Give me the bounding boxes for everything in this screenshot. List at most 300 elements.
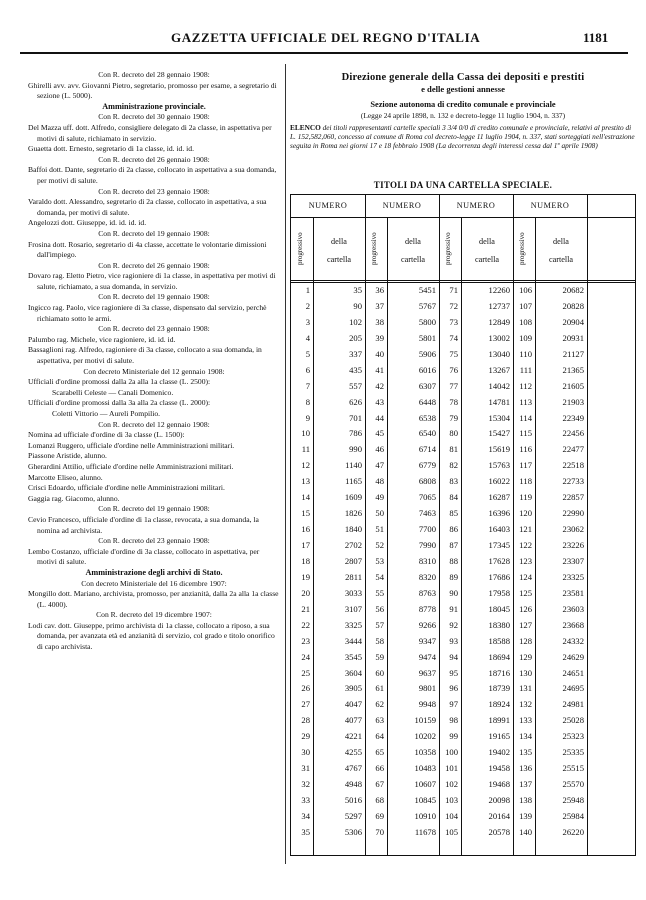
progressivo-cell: 95	[449, 667, 458, 678]
table-row	[291, 651, 635, 667]
progressivo-cell: 63	[375, 715, 384, 726]
progressivo-cell: 45	[375, 428, 384, 439]
progressivo-cell: 8	[305, 396, 310, 407]
cartella-cell: 990	[349, 444, 362, 455]
numero-header: NUMERO	[530, 201, 570, 210]
progressivo-cell: 52	[375, 540, 384, 550]
cartella-cell: 25323	[562, 731, 584, 742]
decree-entry: Gaggia rag. Giacomo, alunno.	[28, 493, 120, 503]
table-row	[291, 459, 635, 475]
progressivo-cell: 82	[449, 460, 458, 471]
decree-entry: Dovaro rag. Eletto Pietro, vice ragioniere di 1a classe, in aspettativa per motivi di salute, richiamato, a sua domanda, in servizio.	[28, 271, 276, 291]
cartella-cell: 4255	[344, 747, 362, 758]
cartella-cell: 1609	[344, 492, 362, 503]
della-cartella-header: cartella	[326, 255, 352, 264]
cartella-cell: 90	[353, 300, 362, 311]
cartella-cell: 22518	[562, 460, 584, 471]
table-row	[291, 682, 635, 698]
progressivo-cell: 90	[449, 587, 458, 598]
cartella-cell: 19402	[488, 747, 510, 758]
sezione-heading: Sezione autonoma di credito comunale e provinciale	[370, 100, 556, 109]
cartella-cell: 9474	[418, 651, 436, 662]
cartella-cell: 21903	[562, 396, 584, 407]
cartella-cell: 17345	[488, 540, 510, 550]
progressivo-cell: 119	[519, 492, 532, 503]
table-row	[291, 746, 635, 762]
progressivo-cell: 30	[301, 747, 310, 758]
progressivo-cell: 127	[519, 619, 532, 630]
table-row	[291, 348, 635, 364]
progressivo-cell: 100	[445, 747, 458, 758]
progressivo-cell: 55	[375, 587, 384, 598]
decree-line: Con R. decreto del 26 gennaio 1908:	[98, 154, 210, 164]
decree-line: Coletti Vittorio — Aureli Pompilio.	[52, 409, 161, 418]
cartella-cell: 15427	[488, 428, 510, 439]
progressivo-cell: 28	[301, 715, 310, 726]
cartella-cell: 21605	[562, 380, 584, 391]
table-row	[291, 443, 635, 459]
progressivo-cell: 110	[519, 348, 532, 359]
progressivo-cell: 39	[375, 332, 384, 343]
progressivo-cell: 118	[519, 476, 532, 487]
progressivo-cell: 73	[449, 316, 458, 327]
progressivo-cell: 1	[305, 285, 310, 295]
cartella-cell: 6540	[418, 428, 436, 439]
cartella-cell: 6538	[418, 412, 436, 423]
page-number: 1181	[583, 30, 609, 45]
progressivo-cell: 130	[519, 667, 532, 678]
progressivo-cell: 47	[375, 460, 384, 471]
decree-entry: Palumbo rag. Michele, vice ragioniere, id. id. id.	[28, 334, 176, 344]
cartella-cell: 22990	[562, 508, 584, 519]
page-header	[0, 0, 646, 46]
cartella-cell: 18588	[488, 635, 510, 646]
progressivo-cell: 131	[519, 683, 532, 694]
cartella-cell: 6808	[418, 476, 436, 487]
cartella-cell: 6714	[418, 444, 436, 455]
cartella-cell: 15619	[488, 444, 510, 455]
cartella-cell: 12849	[488, 316, 510, 327]
progressivo-cell: 108	[519, 316, 532, 327]
progressivo-cell: 53	[375, 555, 384, 566]
cartella-cell: 23307	[562, 555, 584, 566]
progressivo-cell: 117	[519, 460, 532, 471]
progressivo-cell: 128	[519, 635, 532, 646]
decree-entry: Varaldo dott. Alessandro, segretario di 2a classe, collocato in aspettativa, a sua domanda, per motivi di salute.	[28, 197, 267, 217]
progressivo-cell: 106	[519, 285, 532, 295]
decree-entry: Cevio Francesco, ufficiale d'ordine di 1a classe, revocata, a sua domanda, la nomina ad archivista.	[28, 514, 259, 535]
cartella-cell: 13002	[488, 332, 510, 343]
cartella-cell: 20682	[562, 285, 584, 295]
cartella-cell: 4948	[344, 779, 362, 790]
table-row	[291, 794, 635, 810]
cartella-cell: 16403	[488, 524, 510, 535]
table-row	[291, 300, 635, 316]
table-row	[291, 523, 635, 539]
progressivo-cell: 42	[375, 380, 384, 391]
della-cartella-header: della	[331, 237, 347, 246]
table-row	[291, 539, 635, 555]
progressivo-cell: 64	[375, 731, 384, 742]
cartella-cell: 24332	[562, 635, 584, 646]
cartella-cell: 16396	[488, 508, 510, 519]
progressivo-cell: 121	[519, 524, 532, 535]
cartella-cell: 14781	[488, 396, 510, 407]
table-row	[291, 810, 635, 826]
cartella-cell: 5906	[418, 348, 436, 359]
group-divider	[439, 195, 440, 855]
table-row	[291, 491, 635, 507]
progressivo-cell: 27	[301, 699, 310, 710]
progressivo-cell: 84	[449, 492, 458, 503]
titoli-table	[290, 194, 636, 856]
progressivo-cell: 136	[519, 763, 532, 774]
progressivo-cell: 89	[449, 571, 458, 582]
progressivo-cell: 60	[375, 667, 384, 678]
progressivo-cell: 43	[375, 396, 384, 407]
cartella-cell: 8778	[418, 603, 436, 614]
decree-entry: Ufficiali d'ordine promossi dalla 3a alla 2a classe (L. 2000):	[28, 398, 211, 408]
table-row	[291, 396, 635, 412]
cartella-cell: 1840	[344, 524, 362, 535]
progressivo-cell: 125	[519, 587, 532, 598]
cartella-cell: 23325	[562, 571, 584, 582]
table-row	[291, 730, 635, 746]
progressivo-cell: 38	[375, 316, 384, 327]
decree-line: Con R. decreto del 19 dicembre 1907:	[96, 610, 212, 620]
cartella-cell: 23062	[562, 524, 584, 535]
decree-line: Con R. decreto del 23 gennaio 1908:	[98, 324, 210, 334]
cartella-cell: 2807	[344, 555, 362, 566]
progressivo-cell: 123	[519, 555, 532, 566]
cartella-cell: 337	[349, 348, 362, 359]
progressivo-cell: 36	[375, 285, 384, 295]
progressivo-cell: 59	[375, 651, 384, 662]
progressivo-cell: 2	[305, 300, 310, 311]
decree-entry: Nomina ad ufficiale d'ordine di 3a classe (L. 1500):	[28, 430, 185, 440]
progressivo-cell: 54	[375, 571, 384, 582]
cartella-cell: 786	[349, 428, 362, 439]
table-row	[291, 380, 635, 396]
decree-line: Con R. decreto del 19 gennaio 1908:	[98, 292, 210, 302]
cartella-cell: 626	[349, 396, 362, 407]
cartella-cell: 5767	[418, 300, 436, 311]
decree-entry: Ghirelli avv. avv. Giovanni Pietro, segretario, promosso per esame, a segretario di sezione (L. 5000).	[28, 80, 277, 101]
table-row	[291, 635, 635, 651]
cartella-cell: 18694	[488, 651, 510, 662]
decree-entry: Ingicco rag. Paolo, vice ragioniere di 3a classe, dispensato dal servizio, perchè richiamato sotto le armi.	[28, 303, 267, 323]
decree-entry: Lomanzi Ruggero, ufficiale d'ordine nelle Amministrazioni militari.	[28, 440, 235, 450]
progressivo-cell: 44	[375, 412, 384, 423]
cartella-cell: 19165	[488, 731, 510, 742]
decree-entry: Ufficiali d'ordine promossi dalla 2a alla 1a classe (L. 2500):	[28, 377, 211, 387]
numero-header: NUMERO	[456, 201, 496, 210]
progressivo-cell: 46	[375, 444, 384, 455]
decree-line: Con R. decreto del 23 gennaio 1908:	[98, 186, 210, 196]
progressivo-cell: 70	[375, 826, 384, 837]
section-heading: Amministrazione degli archivi di Stato.	[85, 567, 223, 577]
cartella-cell: 20828	[562, 300, 584, 311]
cartella-cell: 17686	[488, 571, 510, 582]
table-row	[291, 316, 635, 332]
cartella-cell: 10159	[414, 715, 436, 726]
table-row	[291, 284, 635, 300]
header-rule-bottom	[291, 280, 635, 281]
cartella-cell: 6779	[418, 460, 436, 471]
decree-line: Con R. decreto del 28 gennaio 1908:	[98, 70, 210, 79]
cartella-cell: 24981	[562, 699, 584, 710]
decree-entry: Piassone Aristide, alunno.	[28, 451, 107, 461]
progressivo-cell: 103	[445, 795, 458, 805]
cartella-cell: 20164	[488, 810, 510, 821]
cartella-cell: 15304	[488, 412, 510, 423]
progressivo-cell: 32	[301, 779, 310, 790]
progressivo-cell: 91	[449, 603, 458, 614]
progressivo-header: progressivo	[518, 232, 526, 266]
table-row	[291, 587, 635, 603]
progressivo-cell: 41	[375, 364, 384, 375]
progressivo-cell: 56	[375, 603, 384, 614]
cartella-cell: 1165	[345, 476, 362, 487]
column-divider	[285, 64, 286, 864]
cartella-cell: 3107	[344, 603, 362, 614]
progressivo-cell: 3	[305, 316, 310, 327]
progressivo-cell: 37	[375, 300, 384, 311]
cartella-cell: 7990	[418, 540, 436, 550]
elenco-text	[290, 124, 636, 150]
progressivo-cell: 67	[375, 779, 384, 790]
decree-line: Con R. decreto del 23 gennaio 1908:	[98, 536, 210, 546]
cartella-cell: 9266	[418, 619, 436, 630]
decree-entry: Mongillo dott. Mariano, archivista, promosso, per anzianità, dalla 2a alla 1a classe (L. 4000).	[28, 589, 279, 609]
progressivo-cell: 71	[449, 285, 458, 295]
cartella-cell: 22456	[562, 428, 584, 439]
cartella-cell: 9948	[418, 699, 436, 710]
cartella-cell: 23668	[562, 619, 584, 630]
progressivo-cell: 92	[449, 619, 458, 630]
progressivo-cell: 50	[375, 508, 384, 519]
cartella-cell: 23581	[562, 587, 584, 598]
progressivo-cell: 109	[519, 332, 532, 343]
cartella-cell: 5800	[418, 316, 436, 327]
progressivo-cell: 21	[301, 603, 310, 614]
progressivo-cell: 40	[375, 348, 384, 359]
decree-line: Con R. decreto del 26 gennaio 1908:	[98, 260, 210, 270]
cartella-cell: 5801	[418, 332, 436, 343]
sub-divider	[387, 218, 388, 855]
cartella-cell: 25984	[562, 810, 584, 821]
table-row	[291, 619, 635, 635]
section-title: Direzione generale della Cassa dei depositi e prestiti	[341, 72, 585, 83]
progressivo-cell: 62	[375, 699, 384, 710]
della-cartella-header: cartella	[548, 255, 574, 264]
right-title-block	[290, 72, 636, 94]
progressivo-header: progressivo	[296, 232, 304, 266]
progressivo-cell: 129	[519, 651, 532, 662]
progressivo-cell: 132	[519, 699, 532, 710]
cartella-cell: 701	[349, 412, 362, 423]
progressivo-cell: 12	[301, 460, 310, 471]
progressivo-cell: 87	[449, 540, 458, 550]
progressivo-cell: 69	[375, 810, 384, 821]
progressivo-cell: 78	[449, 396, 458, 407]
della-cartella-header: cartella	[400, 255, 426, 264]
progressivo-cell: 5	[305, 348, 310, 359]
decree-line: Con decreto Ministeriale del 12 gennaio 1908:	[83, 366, 225, 376]
cartella-cell: 15763	[488, 460, 510, 471]
cartella-cell: 4047	[344, 699, 362, 710]
cartella-cell: 6307	[418, 380, 436, 391]
table-body	[291, 284, 635, 842]
left-column-decrees	[28, 70, 280, 653]
progressivo-cell: 65	[375, 747, 384, 758]
della-cartella-header: cartella	[474, 255, 500, 264]
decree-line: Con R. decreto del 19 gennaio 1908:	[98, 504, 210, 514]
cartella-cell: 2702	[344, 540, 362, 550]
cartella-cell: 18924	[488, 699, 510, 710]
progressivo-cell: 11	[301, 444, 310, 455]
progressivo-header: progressivo	[444, 232, 452, 266]
progressivo-cell: 61	[375, 683, 384, 694]
progressivo-cell: 96	[449, 683, 458, 694]
cartella-cell: 1826	[344, 508, 362, 519]
table-row	[291, 762, 635, 778]
cartella-cell: 18991	[488, 715, 510, 726]
progressivo-cell: 66	[375, 763, 384, 774]
cartella-cell: 3444	[344, 635, 362, 646]
cartella-cell: 19468	[488, 779, 510, 790]
law-reference: (Legge 24 aprile 1898, n. 132 e decreto-legge 11 luglio 1904, n. 337)	[360, 111, 566, 120]
cartella-cell: 23226	[562, 540, 584, 550]
cartella-cell: 20098	[488, 795, 510, 805]
progressivo-cell: 104	[445, 810, 458, 821]
progressivo-cell: 105	[445, 826, 458, 837]
table-row	[291, 778, 635, 794]
cartella-cell: 7700	[418, 524, 436, 535]
progressivo-cell: 140	[519, 826, 532, 837]
cartella-cell: 5016	[344, 795, 362, 805]
decree-entry: Marcotte Eliseo, alunno.	[28, 472, 103, 482]
progressivo-cell: 102	[445, 779, 458, 790]
progressivo-cell: 68	[375, 795, 384, 805]
progressivo-cell: 138	[519, 795, 532, 805]
cartella-cell: 21127	[562, 348, 584, 359]
decree-entry: Baffoi dott. Dante, segretario di 2a classe, collocato in aspettativa a sua domanda, per motivi di salute.	[28, 165, 277, 185]
cartella-cell: 10358	[414, 747, 436, 758]
progressivo-cell: 49	[375, 492, 384, 503]
progressivo-cell: 35	[301, 826, 310, 837]
cartella-cell: 5306	[344, 826, 362, 837]
cartella-cell: 16287	[488, 492, 510, 503]
decree-entry: Frosina dott. Rosario, segretario di 4a classe, accettate le volontarie dimissioni dall'impiego.	[28, 239, 267, 260]
elenco-label: ELENCO	[290, 123, 321, 132]
decree-entry: Bassaglioni rag. Alfredo, ragioniere di 3a classe, collocato a sua domanda, in aspettativa, per motivi di salute.	[28, 345, 262, 366]
progressivo-cell: 101	[445, 763, 458, 774]
cartella-cell: 9801	[418, 683, 436, 694]
progressivo-cell: 135	[519, 747, 532, 758]
decree-entry: Gherardini Attilio, ufficiale d'ordine nelle Amministrazioni militari.	[28, 461, 234, 471]
cartella-cell: 5451	[418, 285, 436, 295]
progressivo-cell: 126	[519, 603, 532, 614]
cartella-cell: 25570	[562, 779, 584, 790]
progressivo-cell: 139	[519, 810, 532, 821]
progressivo-cell: 16	[301, 524, 310, 535]
decree-entry: Crisci Edoardo, ufficiale d'ordine nelle Amministrazioni militari.	[28, 483, 225, 493]
cartella-cell: 18045	[488, 603, 510, 614]
progressivo-cell: 93	[449, 635, 458, 646]
cartella-cell: 35	[353, 285, 362, 295]
cartella-cell: 10202	[414, 731, 436, 742]
cartella-cell: 20931	[562, 332, 584, 343]
progressivo-cell: 26	[301, 683, 310, 694]
cartella-cell: 24629	[562, 651, 584, 662]
cartella-cell: 12737	[488, 300, 510, 311]
header-rule	[20, 52, 628, 54]
cartella-cell: 25028	[562, 715, 584, 726]
cartella-cell: 205	[349, 332, 362, 343]
progressivo-cell: 85	[449, 508, 458, 519]
progressivo-cell: 79	[449, 412, 458, 423]
newspaper-title: GAZZETTA UFFICIALE DEL REGNO D'ITALIA	[171, 30, 481, 45]
progressivo-cell: 48	[375, 476, 384, 487]
decree-entry: Del Mazza uff. dott. Alfredo, consigliere delegato di 2a classe, in aspettativa per motivi di salute, richiamato in servizio.	[28, 122, 272, 143]
cartella-cell: 5297	[344, 810, 362, 821]
cartella-cell: 2811	[345, 571, 362, 582]
progressivo-cell: 9	[305, 412, 310, 423]
elenco-body: dei titoli rappresentanti cartelle speciali 3 3/4 0/0 di credito comunale e provinciale, relativi al prestito di L. 152,582,060, concesso al comune di Roma col decreto-legge 11 luglio 1904, n. 337, stati sorteggiati nell'estrazione seguita in Roma nei giorni 17 e 18 febbraio 1908 (La decorrenza degli interessi cessa dal 1º aprile 1908)	[290, 123, 635, 150]
cartella-cell: 22477	[562, 444, 584, 455]
cartella-cell: 22857	[562, 492, 584, 503]
progressivo-cell: 18	[301, 555, 310, 566]
progressivo-cell: 133	[519, 715, 532, 726]
cartella-cell: 3545	[344, 651, 362, 662]
della-cartella-header: della	[479, 237, 495, 246]
progressivo-cell: 99	[449, 731, 458, 742]
progressivo-cell: 22	[301, 619, 310, 630]
progressivo-cell: 111	[519, 364, 532, 375]
cartella-cell: 10483	[414, 763, 436, 774]
decree-line: Con R. decreto del 30 gennaio 1908:	[98, 112, 210, 122]
progressivo-cell: 113	[519, 396, 532, 407]
numero-header: NUMERO	[308, 201, 348, 210]
progressivo-cell: 19	[301, 571, 310, 582]
sub-divider	[313, 218, 314, 855]
cartella-cell: 26220	[562, 826, 584, 837]
progressivo-cell: 116	[519, 444, 532, 455]
cartella-cell: 20904	[562, 316, 584, 327]
progressivo-cell: 6	[305, 364, 310, 375]
cartella-cell: 17628	[488, 555, 510, 566]
cartella-cell: 25335	[562, 747, 584, 758]
progressivo-cell: 51	[375, 524, 384, 535]
cartella-cell: 10910	[414, 810, 436, 821]
table-row	[291, 427, 635, 443]
table-row	[291, 475, 635, 491]
cartella-cell: 13267	[488, 364, 510, 375]
cartella-cell: 6016	[418, 364, 436, 375]
cartella-cell: 3033	[344, 587, 362, 598]
progressivo-cell: 23	[301, 635, 310, 646]
header-rule-top	[291, 217, 635, 218]
table-row	[291, 571, 635, 587]
cartella-cell: 22733	[562, 476, 584, 487]
table-row	[291, 714, 635, 730]
progressivo-cell: 58	[375, 635, 384, 646]
progressivo-cell: 77	[449, 380, 458, 391]
progressivo-cell: 80	[449, 428, 458, 439]
progressivo-cell: 114	[519, 412, 532, 423]
decree-entry: Angelozzi dott. Giuseppe, id. id. id. id.	[28, 218, 147, 228]
